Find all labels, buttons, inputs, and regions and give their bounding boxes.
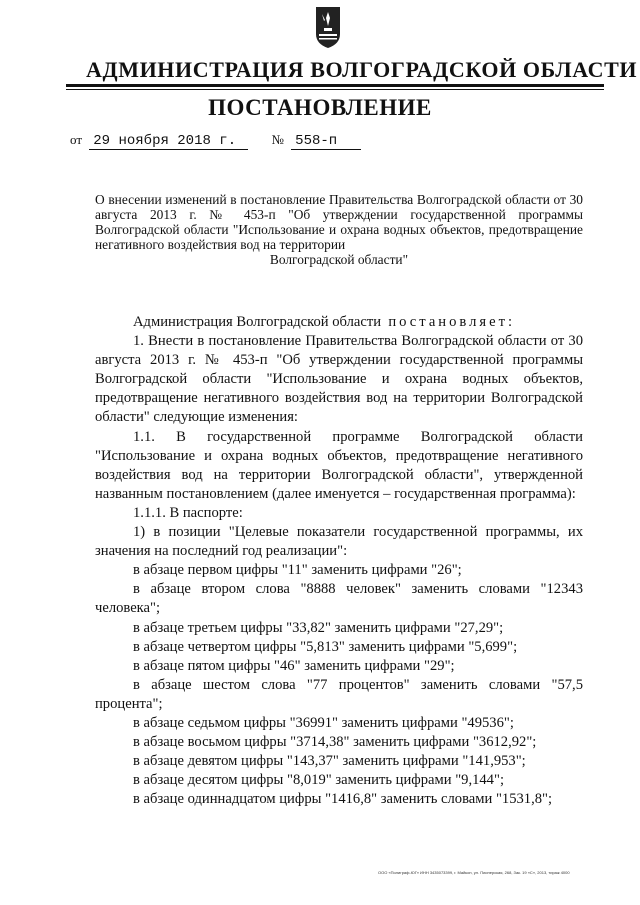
from-label: от: [70, 132, 83, 147]
subject-last-line: Волгоградской области": [269, 252, 409, 267]
date-number-line: [70, 132, 361, 150]
header-divider-thin: [66, 89, 604, 90]
organization-title: АДМИНИСТРАЦИЯ ВОЛГОГРАДСКОЙ ОБЛАСТИ: [86, 57, 638, 82]
coat-of-arms-icon: [313, 4, 343, 50]
amendment-item: в абзаце первом цифры "11" заменить цифрами "26";: [133, 562, 462, 579]
position-item-1: 1) в позиции "Целевые показатели государственной программы, их значения на последний год реализации":: [95, 524, 583, 560]
document-type-title: ПОСТАНОВЛЕНИЕ: [208, 95, 432, 120]
number-sign: №: [271, 132, 284, 147]
amendment-item: в абзаце девятом цифры "143,37" заменить цифрами "141,953";: [133, 753, 526, 770]
document-date: 29 ноября 2018 г.: [89, 133, 248, 150]
amendment-item: в абзаце десятом цифры "8,019" заменить цифрами "9,144";: [133, 772, 504, 789]
amendment-item: в абзаце втором слова "8888 человек" заменить словами "12343 человека";: [95, 581, 583, 617]
intro-paragraph: [95, 313, 583, 332]
header-divider-thick: [66, 84, 604, 87]
amendment-item: в абзаце четвертом цифры "5,813" заменить цифрами "5,699";: [133, 638, 518, 655]
amendment-item: в абзаце третьем цифры "33,82" заменить цифрами "27,29";: [133, 619, 504, 636]
amendment-item: в абзаце седьмом цифры "36991" заменить цифрами "49536";: [133, 714, 514, 731]
paragraph-1: 1. Внести в постановление Правительства Волгоградской области от 30 августа 2013 г. № 453-п "Об утверждении государственной программы Волгоградской области "Использование и охрана водных объектов, предотвращение негативного воздействия вод на территории Волгоградской области" следующие изменения:: [95, 333, 583, 426]
subject-text: О внесении изменений в постановление Правительства Волгоградской области от 30 августа 2013 г. № 453-п "Об утверждении государственной программы Волгоградской области "Использование и охрана водных объектов, предотвращение негативного воздействия вод на территории: [95, 192, 583, 252]
document-number: 558-п: [291, 133, 361, 150]
intro-text: Администрация Волгоградской области: [133, 314, 382, 330]
amendment-item: в абзаце одиннадцатом цифры "1416,8" заменить словами "1531,8";: [133, 791, 553, 808]
amendment-item: в абзаце восьмом цифры "3714,38" заменить цифрами "3612,92";: [133, 734, 537, 751]
document-body: [95, 313, 583, 809]
printer-imprint: ООО «Полиграф-ЮГ» ИНН 3435073399, г. Майкоп, ул. Пионерская, 268, Зак. 19 «С», 2013, тираж 4000: [378, 870, 570, 875]
document-subject: [95, 192, 583, 267]
amendment-item: в абзаце пятом цифры "46" заменить цифрами "29";: [133, 657, 455, 674]
intro-resolves: постановляет:: [388, 314, 516, 330]
paragraph-1-1: 1.1. В государственной программе Волгоградской области "Использование и охрана водных объектов, предотвращение негативного воздействия вод на территории Волгоградской области", утвержденной названным постановлением (далее именуется – государственная программа):: [95, 428, 583, 502]
amendment-item: в абзаце шестом слова "77 процентов" заменить словами "57,5 процента";: [95, 676, 583, 712]
paragraph-1-1-1: 1.1.1. В паспорте:: [133, 504, 243, 521]
